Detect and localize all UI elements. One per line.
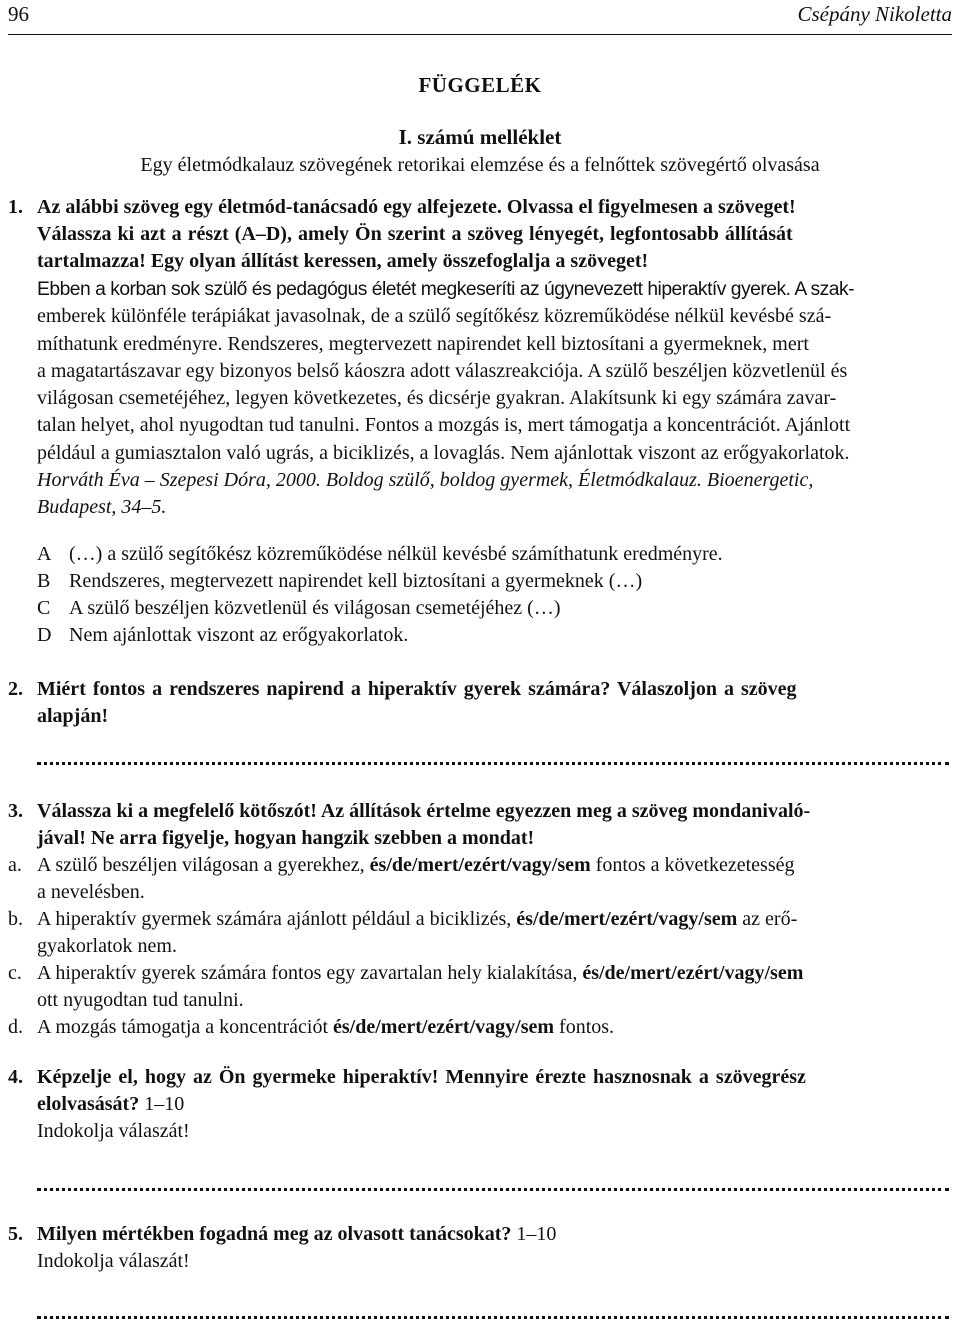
conjunction-choices[interactable]: és/de/mert/ezért/vagy/sem: [369, 854, 591, 876]
passage-line: [37, 412, 954, 439]
item-line: [37, 960, 954, 987]
option-text: Nem ajánlottak viszont az erőgyakorlatok.: [69, 624, 409, 646]
option-letter: D: [37, 624, 52, 646]
passage-citation: Budapest, 34–5.: [37, 496, 167, 519]
passage-line: [37, 358, 954, 385]
passage-line: [37, 440, 954, 467]
item-text: [37, 960, 954, 1014]
item-before: A mozgás támogatja a koncentrációt: [37, 1016, 334, 1038]
option-text: (…) a szülő segítőkész közreműködése nélkül kevésbé számíthatunk eredményre.: [69, 543, 723, 565]
item-after: fontos a következetesség: [590, 854, 795, 876]
prompt-line: Válassza ki a megfelelő kötőszót! Az állítások értelme egyezzen meg a szöveg mondanivaló-: [37, 800, 811, 822]
item-line: ott nyugodtan tud tanulni.: [37, 989, 244, 1011]
question-number: 5.: [8, 1223, 23, 1245]
item-text: [37, 906, 954, 960]
question-number: 3.: [8, 800, 23, 822]
passage-sentence: A szak-: [794, 279, 855, 300]
answer-dotted-line[interactable]: [37, 1310, 949, 1319]
passage-sentence: Alakítsunk ki egy számára zavar-: [569, 387, 837, 410]
running-head-author: Csépány Nikoletta: [797, 2, 952, 26]
passage-citation: Horváth Éva – Szepesi Dóra, 2000. Boldog szülő, boldog gyermek, Életmódkalauz. Bioenergetic,: [37, 469, 814, 492]
item-after: az erő-: [737, 908, 798, 930]
appendix-title: FÜGGELÉK: [418, 73, 542, 97]
option-letter: A: [37, 543, 52, 565]
question-number: 1.: [8, 196, 23, 218]
question-1-prompt: [37, 194, 954, 275]
passage-line: emberek különféle terápiákat javasolnak, de a szülő segítőkész közreműködése nélkül kevésbé szá-: [37, 305, 832, 328]
question-4-prompt: [37, 1064, 954, 1145]
prompt-line: Az alábbi szöveg egy életmód-tanácsadó egy alfejezete. Olvassa el figyelmesen a szöveget!: [37, 196, 796, 218]
item-line: [37, 1014, 954, 1041]
question-number: 2.: [8, 678, 23, 700]
option-text: Rendszeres, megtervezett napirendet kell biztosítani a gyermeknek (…): [69, 570, 643, 592]
prompt-line: alapján!: [37, 705, 109, 727]
question-2-prompt: [37, 676, 954, 730]
question-number: 4.: [8, 1066, 23, 1088]
option-letter: B: [37, 570, 51, 592]
passage-sentence: a magatartászavar egy bizonyos belső káoszra adott válaszreakciója.: [37, 359, 584, 382]
header-rule: [8, 34, 952, 35]
passage-sentence: Fontos a mozgás is, mert támogatja a koncentrációt.: [364, 414, 781, 437]
passage-line: [37, 385, 954, 412]
prompt-line: Indokolja válaszát!: [37, 1120, 190, 1142]
item-before: A hiperaktív gyerek számára fontos egy zavartalan hely kialakítása,: [37, 962, 583, 984]
item-before: A szülő beszéljen világosan a gyerekhez,: [37, 854, 370, 876]
annex-label: I. számú melléklet: [398, 125, 562, 149]
passage-sentence: Ebben a korban sok szülő és pedagógus életét megkeseríti az úgynevezett hiperaktív gyerek.: [37, 279, 791, 300]
answer-dotted-line[interactable]: [37, 1182, 949, 1191]
conjunction-choices[interactable]: és/de/mert/ezért/vagy/sem: [333, 1016, 555, 1038]
option-letter: C: [37, 597, 51, 619]
prompt-line: Képzelje el, hogy az Ön gyermeke hiperaktív! Mennyire érezte hasznosnak a szövegrész: [37, 1066, 806, 1088]
prompt-line: Válassza ki azt a részt (A–D), amely Ön szerint a szöveg lényegét, legfontosabb állítását: [37, 223, 793, 245]
passage-sentence: világosan csemetéjéhez, legyen következetes, és dicsérje gyakran.: [37, 387, 566, 410]
item-line: [37, 852, 954, 879]
passage-sentence: míthatunk eredményre.: [37, 332, 223, 355]
item-line: gyakorlatok nem.: [37, 935, 177, 957]
rating-scale: 1–10: [139, 1093, 185, 1115]
item-letter: b.: [8, 908, 23, 930]
item-after: fontos.: [554, 1016, 615, 1038]
item-line: [37, 906, 954, 933]
prompt-bold: elolvasását?: [37, 1093, 140, 1115]
conjunction-choices[interactable]: és/de/mert/ezért/vagy/sem: [516, 908, 738, 930]
item-letter: a.: [8, 854, 22, 876]
passage-line: [37, 331, 954, 358]
page-header: [8, 0, 952, 36]
item-text: [37, 1014, 954, 1041]
passage-sentence: például a gumiasztalon való ugrás, a biciklizés, a lovaglás.: [37, 441, 506, 464]
passage-sentence: Rendszeres, megtervezett napirendet kell biztosítani a gyermeknek, mert: [227, 332, 809, 355]
rating-scale: 1–10: [511, 1223, 557, 1245]
passage-sentence: A szülő beszéljen közvetlenül és: [587, 359, 848, 382]
item-letter: d.: [8, 1016, 23, 1038]
prompt-line: tartalmazza! Egy olyan állítást keressen, amely összefoglalja a szöveget!: [37, 250, 649, 272]
passage-sentence: Nem ajánlottak viszont az erőgyakorlatok.: [510, 441, 850, 464]
passage-line: [37, 276, 954, 303]
item-text: [37, 852, 954, 906]
passage-sentence: Ajánlott: [784, 414, 851, 437]
prompt-line: Indokolja válaszát!: [37, 1250, 190, 1272]
item-line: a nevelésben.: [37, 881, 145, 903]
prompt-line: jával! Ne arra figyelje, hogyan hangzik szebben a mondat!: [37, 827, 535, 849]
prompt-bold: Milyen mértékben fogadná meg az olvasott tanácsokat?: [37, 1223, 512, 1245]
prompt-line: Miért fontos a rendszeres napirend a hiperaktív gyerek számára? Válaszoljon a szöveg: [37, 678, 797, 700]
answer-dotted-line[interactable]: [37, 756, 949, 765]
question-3-prompt: [37, 798, 954, 852]
item-letter: c.: [8, 962, 22, 984]
conjunction-choices[interactable]: és/de/mert/ezért/vagy/sem: [582, 962, 804, 984]
option-text: A szülő beszéljen közvetlenül és világosan csemetéjéhez (…): [69, 597, 561, 619]
item-before: A hiperaktív gyermek számára ajánlott például a biciklizés,: [37, 908, 517, 930]
annex-subtitle: Egy életmódkalauz szövegének retorikai elemzése és a felnőttek szövegértő olvasása: [140, 154, 820, 176]
page-number: 96: [8, 2, 29, 26]
question-5-prompt: [37, 1221, 954, 1275]
prompt-line: [37, 1221, 954, 1248]
prompt-line: [37, 1091, 954, 1118]
passage-text: [37, 276, 954, 522]
passage-sentence: talan helyet, ahol nyugodtan tud tanulni.: [37, 414, 360, 437]
